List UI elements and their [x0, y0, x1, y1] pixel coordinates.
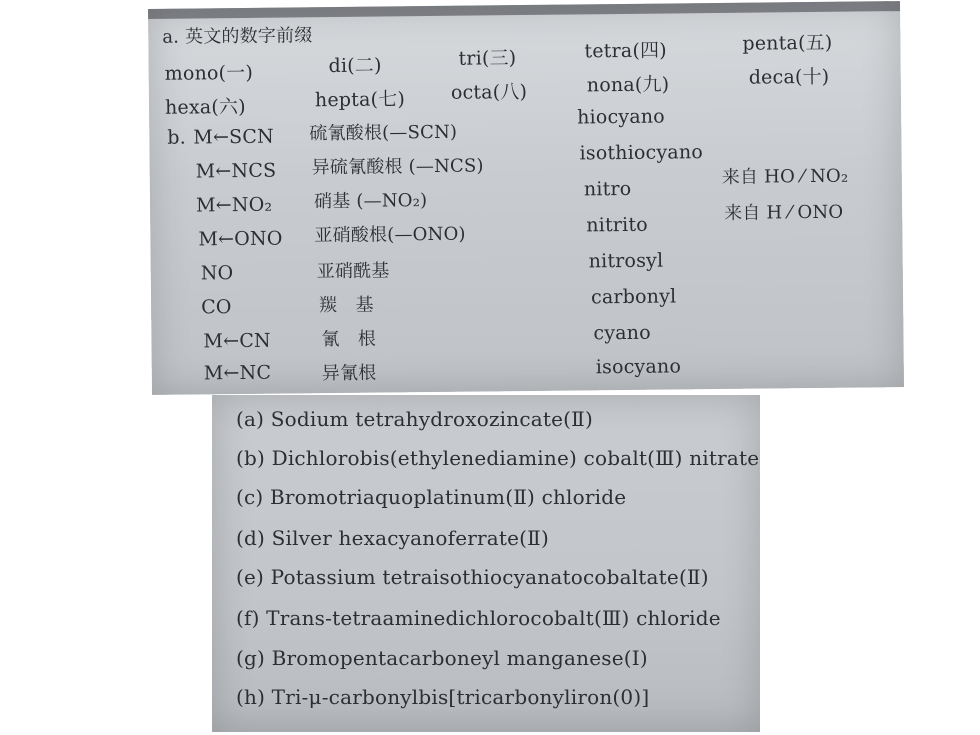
exercise-label: (e) — [236, 565, 265, 589]
exercise-text: Trans-tetraaminedichlorocobalt(Ⅲ) chloride — [266, 606, 721, 630]
ligand-origin-note: 来自 HO ⁄ NO₂ — [721, 165, 849, 188]
ligand-origin-note: 来自 H ⁄ ONO — [724, 201, 844, 224]
prefix-di: di(二) — [328, 54, 382, 78]
exercise-item — [236, 685, 649, 709]
ligand-english-name: isocyano — [595, 355, 682, 379]
prefix-octa: octa(八) — [450, 80, 528, 104]
prefix-tetra: tetra(四) — [584, 39, 667, 63]
ligand-formula: M←SCN — [193, 125, 275, 149]
ligand-english-name: isothiocyano — [579, 141, 704, 165]
section-a-heading: a. 英文的数字前缀 — [162, 25, 313, 48]
exercise-text: Bromotriaquoplatinum(Ⅱ) chloride — [269, 485, 627, 509]
ligand-chinese-name: 羰 基 — [319, 294, 374, 317]
page-edge — [148, 1, 900, 19]
ligand-formula: M←NC — [203, 361, 272, 385]
ligand-chinese-name: 亚硝酰基 — [316, 260, 390, 283]
ligand-chinese-name: 异氰根 — [321, 362, 377, 385]
exercise-label: (b) — [236, 446, 266, 470]
exercise-label: (h) — [236, 685, 266, 709]
exercise-text: Bromopentacarboneyl manganese(Ⅰ) — [271, 646, 648, 670]
ligand-chinese-name: 亚硝酸根(—ONO) — [314, 223, 466, 247]
textbook-photo-top — [148, 1, 904, 395]
textbook-photo-bottom — [212, 395, 760, 732]
prefix-hepta: hepta(七) — [314, 88, 406, 112]
ligand-formula: M←ONO — [198, 227, 283, 251]
ligand-formula: M←NCS — [195, 159, 277, 183]
exercise-item — [236, 565, 709, 589]
section-b-label: b. — [167, 126, 187, 149]
exercise-label: (g) — [236, 646, 266, 670]
exercise-item — [236, 407, 593, 431]
prefix-mono: mono(一) — [164, 61, 254, 85]
ligand-chinese-name: 氰 根 — [321, 328, 377, 351]
exercise-label: (d) — [236, 526, 266, 550]
prefix-deca: deca(十) — [748, 65, 830, 89]
exercise-label: (f) — [236, 606, 260, 630]
ligand-english-name: nitrito — [586, 213, 648, 237]
ligand-english-name: carbonyl — [590, 285, 677, 309]
exercise-item — [236, 646, 648, 670]
ligand-english-name: nitrosyl — [588, 249, 664, 273]
exercise-item — [236, 526, 549, 550]
ligand-formula: CO — [201, 296, 232, 319]
ligand-english-name: hiocyano — [577, 105, 666, 129]
exercise-text: Potassium tetraisothiocyanatocobaltate(Ⅱ) — [270, 565, 709, 589]
ligand-formula: NO — [200, 262, 234, 285]
ligand-chinese-name: 硫氰酸根(—SCN) — [309, 121, 458, 145]
exercise-label: (c) — [236, 485, 264, 509]
exercise-text: Dichlorobis(ethylenediamine) cobalt(Ⅲ) nitrate — [271, 446, 760, 470]
ligand-english-name: cyano — [593, 321, 651, 345]
ligand-chinese-name: 硝基 (—NO₂) — [313, 190, 428, 213]
ligand-formula: M←NO₂ — [195, 193, 273, 217]
exercise-item — [236, 446, 759, 470]
exercise-text: Silver hexacyanoferrate(Ⅱ) — [271, 526, 549, 550]
ligand-chinese-name: 异硫氰酸根 (—NCS) — [311, 155, 484, 179]
ligand-english-name: nitro — [583, 177, 632, 201]
exercise-text: Tri-μ-carbonylbis[tricarbonyliron(0)] — [271, 685, 650, 709]
ligand-formula: M←CN — [203, 329, 271, 353]
prefix-nona: nona(九) — [586, 73, 670, 97]
prefix-hexa: hexa(六) — [164, 95, 246, 119]
exercise-label: (a) — [236, 407, 265, 431]
prefix-tri: tri(三) — [458, 47, 517, 70]
prefix-penta: penta(五) — [742, 31, 833, 55]
exercise-text: Sodium tetrahydroxozincate(Ⅱ) — [270, 407, 593, 431]
exercise-item — [236, 485, 626, 509]
exercise-item — [236, 606, 721, 630]
